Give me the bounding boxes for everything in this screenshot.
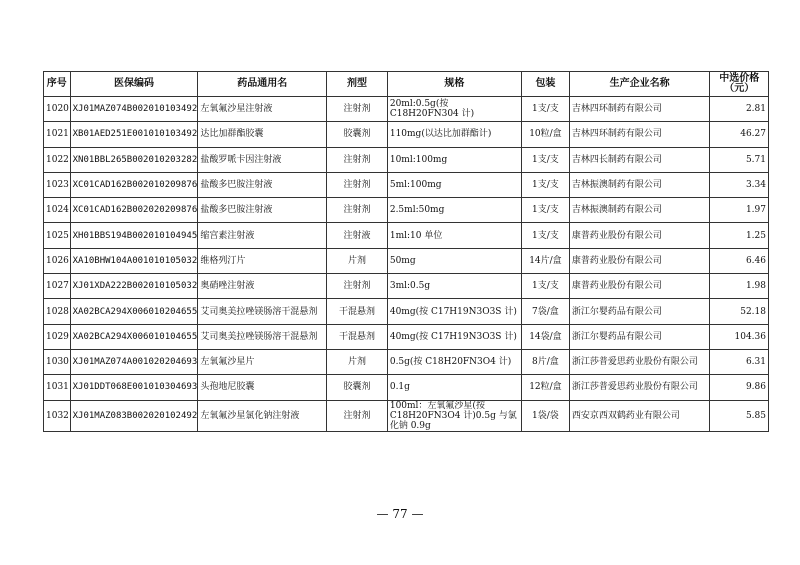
cell-name: 左氧氟沙星氯化钠注射液 (198, 400, 327, 431)
cell-maker: 浙江尔婴药品有限公司 (569, 299, 710, 324)
cell-pack: 10粒/盒 (521, 122, 569, 147)
cell-code: XA02BCA294X006010204655 (70, 299, 198, 324)
cell-name: 头孢地尼胶囊 (198, 375, 327, 400)
table-row (44, 375, 769, 400)
cell-spec: 0.5g(按 C18H20FN3O4 计) (387, 349, 521, 374)
header-name: 药品通用名 (198, 72, 327, 97)
cell-code: XJ01XDA222B002010105032 (70, 274, 198, 299)
cell-form: 胶囊剂 (327, 375, 388, 400)
cell-maker: 康普药业股份有限公司 (569, 223, 710, 248)
cell-name: 缩宫素注射液 (198, 223, 327, 248)
cell-seq: 1021 (44, 122, 71, 147)
cell-spec: 10ml:100mg (387, 147, 521, 172)
cell-spec: 5ml:100mg (387, 172, 521, 197)
cell-pack: 1支/支 (521, 274, 569, 299)
cell-form: 注射剂 (327, 198, 388, 223)
cell-name: 盐酸罗哌卡因注射液 (198, 147, 327, 172)
cell-seq: 1027 (44, 274, 71, 299)
header-code: 医保编码 (70, 72, 198, 97)
cell-form: 注射剂 (327, 172, 388, 197)
cell-price: 1.97 (710, 198, 769, 223)
header-form: 剂型 (327, 72, 388, 97)
cell-form: 片剂 (327, 349, 388, 374)
cell-price: 52.18 (710, 299, 769, 324)
cell-seq: 1024 (44, 198, 71, 223)
cell-maker: 浙江尔婴药品有限公司 (569, 324, 710, 349)
cell-form: 注射剂 (327, 400, 388, 431)
cell-seq: 1023 (44, 172, 71, 197)
cell-name: 达比加群酯胶囊 (198, 122, 327, 147)
cell-seq: 1026 (44, 248, 71, 273)
cell-spec: 0.1g (387, 375, 521, 400)
cell-price: 5.71 (710, 147, 769, 172)
table-row (44, 248, 769, 273)
cell-price: 6.46 (710, 248, 769, 273)
cell-name: 左氧氟沙星片 (198, 349, 327, 374)
cell-name: 艾司奥美拉唑镁肠溶干混悬剂 (198, 299, 327, 324)
cell-maker: 康普药业股份有限公司 (569, 248, 710, 273)
cell-price: 9.86 (710, 375, 769, 400)
cell-form: 注射剂 (327, 97, 388, 122)
table-header-row (44, 72, 769, 97)
cell-form: 注射剂 (327, 274, 388, 299)
cell-seq: 1031 (44, 375, 71, 400)
cell-pack: 1支/支 (521, 172, 569, 197)
table-row (44, 223, 769, 248)
cell-pack: 8片/盒 (521, 349, 569, 374)
table-row (44, 324, 769, 349)
cell-seq: 1022 (44, 147, 71, 172)
cell-code: XC01CAD162B002010209876 (70, 172, 198, 197)
cell-price: 6.31 (710, 349, 769, 374)
table-row (44, 147, 769, 172)
page-number: — 77 — (376, 507, 424, 521)
cell-maker: 康普药业股份有限公司 (569, 274, 710, 299)
cell-seq: 1025 (44, 223, 71, 248)
cell-pack: 1袋/袋 (521, 400, 569, 431)
cell-code: XA02BCA294X006010104655 (70, 324, 198, 349)
cell-form: 干混悬剂 (327, 299, 388, 324)
cell-maker: 吉林振澳制药有限公司 (569, 198, 710, 223)
cell-price: 46.27 (710, 122, 769, 147)
cell-code: XB01AED251E001010103492 (70, 122, 198, 147)
table-row (44, 299, 769, 324)
cell-seq: 1030 (44, 349, 71, 374)
cell-spec: 20ml:0.5g(按 C18H20FN304 计) (387, 97, 521, 122)
cell-pack: 1支/支 (521, 97, 569, 122)
cell-maker: 吉林四长制药有限公司 (569, 147, 710, 172)
cell-spec: 100ml：左氧氟沙星(按 C18H20FN3O4 计)0.5g 与氯化钠 0.9g (387, 400, 521, 431)
table-row (44, 122, 769, 147)
cell-name: 奥硝唑注射液 (198, 274, 327, 299)
cell-code: XA10BHW104A001010105032 (70, 248, 198, 273)
cell-spec: 50mg (387, 248, 521, 273)
cell-seq: 1029 (44, 324, 71, 349)
cell-spec: 1ml:10 单位 (387, 223, 521, 248)
cell-seq: 1032 (44, 400, 71, 431)
cell-pack: 12粒/盒 (521, 375, 569, 400)
table-row (44, 172, 769, 197)
table-row (44, 198, 769, 223)
cell-pack: 14袋/盒 (521, 324, 569, 349)
table-row (44, 400, 769, 431)
header-maker: 生产企业名称 (569, 72, 710, 97)
cell-code: XJ01MAZ074B002010103492 (70, 97, 198, 122)
cell-pack: 1支/支 (521, 147, 569, 172)
cell-code: XJ01MAZ083B002020102492 (70, 400, 198, 431)
cell-maker: 吉林四环制药有限公司 (569, 122, 710, 147)
cell-price: 1.98 (710, 274, 769, 299)
header-seq: 序号 (44, 72, 71, 97)
cell-seq: 1028 (44, 299, 71, 324)
cell-code: XJ01DDT068E001010304693 (70, 375, 198, 400)
table-row (44, 274, 769, 299)
cell-name: 维格列汀片 (198, 248, 327, 273)
cell-form: 片剂 (327, 248, 388, 273)
cell-name: 盐酸多巴胺注射液 (198, 198, 327, 223)
cell-spec: 40mg(按 C17H19N3O3S 计) (387, 324, 521, 349)
cell-price: 5.85 (710, 400, 769, 431)
cell-form: 注射剂 (327, 147, 388, 172)
table-row (44, 97, 769, 122)
cell-price: 1.25 (710, 223, 769, 248)
cell-form: 注射液 (327, 223, 388, 248)
cell-pack: 14片/盒 (521, 248, 569, 273)
cell-maker: 浙江莎普爱思药业股份有限公司 (569, 349, 710, 374)
cell-pack: 1支/支 (521, 198, 569, 223)
cell-spec: 110mg(以达比加群酯计) (387, 122, 521, 147)
cell-pack: 7袋/盒 (521, 299, 569, 324)
cell-name: 左氧氟沙星注射液 (198, 97, 327, 122)
cell-maker: 吉林振澳制药有限公司 (569, 172, 710, 197)
cell-maker: 浙江莎普爱思药业股份有限公司 (569, 375, 710, 400)
cell-maker: 吉林四环制药有限公司 (569, 97, 710, 122)
cell-spec: 40mg(按 C17H19N3O3S 计) (387, 299, 521, 324)
cell-price: 104.36 (710, 324, 769, 349)
cell-name: 艾司奥美拉唑镁肠溶干混悬剂 (198, 324, 327, 349)
cell-maker: 西安京西双鹤药业有限公司 (569, 400, 710, 431)
cell-spec: 3ml:0.5g (387, 274, 521, 299)
header-price: 中选价格（元） (710, 72, 769, 97)
cell-form: 干混悬剂 (327, 324, 388, 349)
cell-spec: 2.5ml:50mg (387, 198, 521, 223)
cell-code: XC01CAD162B002020209876 (70, 198, 198, 223)
cell-pack: 1支/支 (521, 223, 569, 248)
drug-price-table (43, 71, 769, 432)
cell-code: XN01BBL265B002010203282 (70, 147, 198, 172)
cell-price: 3.34 (710, 172, 769, 197)
cell-code: XJ01MAZ074A001020204693 (70, 349, 198, 374)
cell-form: 胶囊剂 (327, 122, 388, 147)
cell-seq: 1020 (44, 97, 71, 122)
header-pack: 包装 (521, 72, 569, 97)
table-row (44, 349, 769, 374)
cell-code: XH01BBS194B002010104945 (70, 223, 198, 248)
cell-price: 2.81 (710, 97, 769, 122)
header-spec: 规格 (387, 72, 521, 97)
cell-name: 盐酸多巴胺注射液 (198, 172, 327, 197)
